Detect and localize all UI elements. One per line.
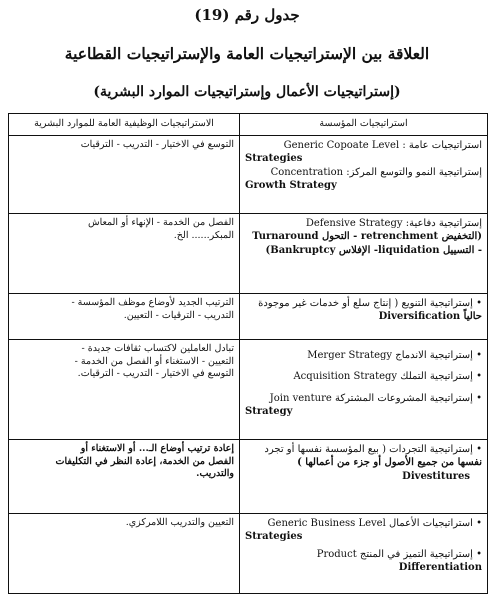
cell-text: التوسع في الاختيار - التدريب - الترقيات. xyxy=(77,368,234,380)
cell-text: Growth Strategy xyxy=(245,180,337,192)
cell-text: Strategies xyxy=(245,153,303,165)
table-caption: جدول رقم (19) xyxy=(194,6,300,24)
cell-text: Strategies xyxy=(245,531,303,543)
cell-text: الترتيب الجديد لأوضاع موظف المؤسسة - xyxy=(71,296,234,308)
hr-cell xyxy=(9,339,240,439)
strategy-table xyxy=(8,113,488,594)
cell-text: تبادل العاملين لاكتساب ثقافات جديدة - xyxy=(81,342,234,354)
table-row xyxy=(9,135,488,213)
header-org-strategies: استراتيجيات المؤسسة xyxy=(240,114,488,136)
cell-text: إستراتيجية دفاعية: Defensive Strategy xyxy=(305,217,482,229)
cell-text: إستراتيجية النمو والتوسع المركز: Concentration xyxy=(270,166,482,178)
hr-cell xyxy=(9,293,240,339)
cell-text: • إستراتيجية المشروعات المشتركة Join venture xyxy=(245,392,482,406)
table-row xyxy=(9,339,488,439)
cell-text: والتدريب. xyxy=(196,468,234,480)
cell-text: التدريب - الترقيات - التعيين. xyxy=(123,309,234,321)
cell-text: • إستراتيجية الاندماج Merger Strategy xyxy=(245,349,482,363)
cell-text: Strategy xyxy=(245,406,293,418)
cell-text: • إستراتيجية التنويع ( إنتاج سلع أو خدمات غير موجودة xyxy=(245,297,482,311)
cell-text: - التسييل liquidation- الإفلاس Bankruptcy) xyxy=(265,244,482,256)
cell-text: • إستراتيجية التجردات ( بيع المؤسسة نفسها أو تجرد xyxy=(245,443,482,457)
table-row xyxy=(9,213,488,293)
org-cell xyxy=(240,439,488,513)
cell-text: التوسع في الاختيار - التدريب - الترقيات xyxy=(80,138,234,150)
cell-text: • إستراتيجية التميز في المنتج Product xyxy=(245,548,482,562)
org-cell xyxy=(240,339,488,439)
org-cell xyxy=(240,513,488,593)
hr-cell xyxy=(9,513,240,593)
cell-text: Divestitures xyxy=(402,470,470,482)
org-cell xyxy=(240,135,488,213)
cell-text: (التخفيض retrenchment - التحول Turnaround xyxy=(252,231,482,243)
cell-text: Differentiation xyxy=(398,562,482,574)
cell-text: استراتيجيات عامة : Generic Copoate Level xyxy=(283,139,482,151)
page-subtitle: (إستراتيجيات الأعمال وإستراتيجيات الموارد البشرية) xyxy=(93,84,401,100)
cell-text: الفصل من الخدمة، إعادة النظر في التكليفات xyxy=(55,455,234,467)
cell-text: الفصل من الخدمة - الإنهاء أو المعاش xyxy=(87,216,234,228)
cell-text: إعادة ترتيب أوضاع الـ... أو الاستغناء أو xyxy=(80,442,234,454)
table-row xyxy=(9,513,488,593)
cell-text: • استراتيجيات الأعمال Generic Business Level xyxy=(245,517,482,531)
org-cell xyxy=(240,293,488,339)
hr-cell xyxy=(9,439,240,513)
header-hr-strategies: الاستراتيجيات الوظيفية العامة للموارد البشرية xyxy=(9,114,240,136)
cell-text: التعيين - الاستغناء أو الفصل من الخدمة - xyxy=(74,355,234,367)
hr-cell xyxy=(9,213,240,293)
cell-text: • إستراتيجية التملك Acquisition Strategy xyxy=(245,370,482,384)
table-header-row xyxy=(9,114,488,136)
cell-text: التعيين والتدريب اللامركزي. xyxy=(125,516,234,528)
hr-cell xyxy=(9,135,240,213)
cell-text: حالياً Diversification xyxy=(378,311,482,323)
cell-text: نفسها من جميع الأصول أو جزء من أعمالها ) xyxy=(297,457,482,469)
org-cell xyxy=(240,213,488,293)
page-title: العلاقة بين الإستراتيجيات العامة والإستراتيجيات القطاعية xyxy=(64,44,430,63)
table-row xyxy=(9,293,488,339)
cell-text: المبكر...... الخ. xyxy=(173,229,234,241)
table-row xyxy=(9,439,488,513)
